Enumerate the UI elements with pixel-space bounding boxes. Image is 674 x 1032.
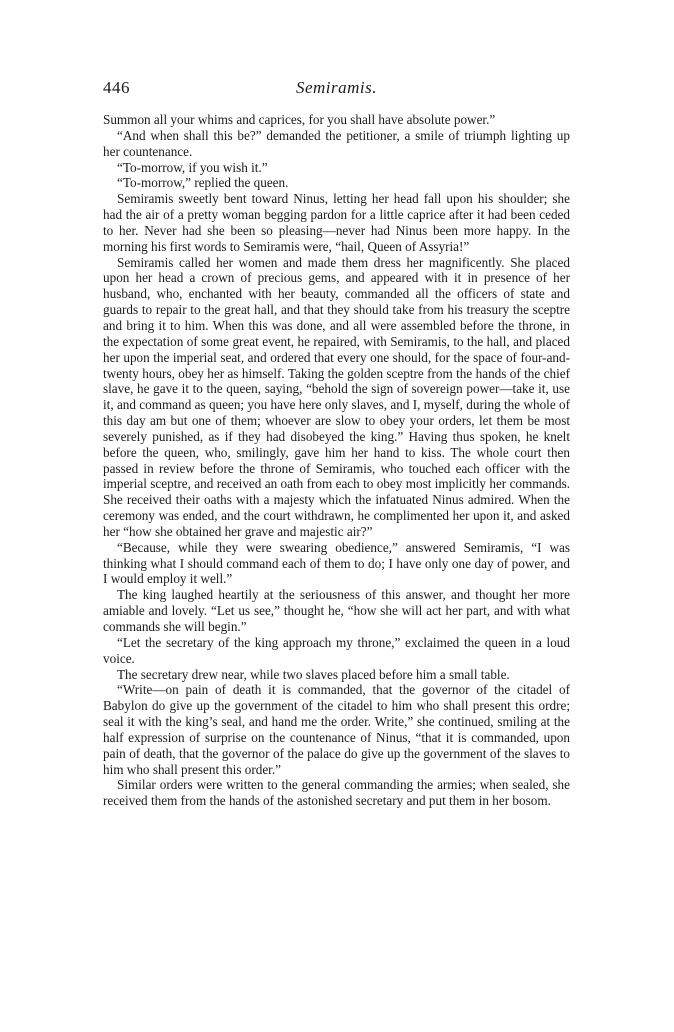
paragraph: The king laughed heartily at the seriousness of this answer, and thought her more amiable and lovely. “Let us see,” thought he, “how she will act her part, and with what commands she will begin.” — [103, 587, 570, 634]
paragraph: Semiramis sweetly bent toward Ninus, letting her head fall upon his shoulder; she had the air of a pretty woman begging pardon for a little caprice after it had been ceded to her. Never had she been so pleasing—never had Ninus been more happy. In the morning his first words to Semiramis were, “hail, Queen of Assyria!” — [103, 191, 570, 254]
paragraph: Summon all your whims and caprices, for you shall have absolute power.” — [103, 112, 496, 127]
page-number: 446 — [103, 78, 130, 97]
paragraph: “To-morrow, if you wish it.” — [117, 159, 268, 175]
paragraph: “Because, while they were swearing obedience,” answered Semiramis, “I was thinking what I should command each of them to do; I have only one day of power, and I would employ it well.” — [103, 539, 570, 587]
paragraph: “And when shall this be?” demanded the petitioner, a smile of triumph lighting up her countenance. — [103, 127, 570, 159]
book-page — [103, 78, 570, 809]
paragraph: Semiramis called her women and made them dress her magnificently. She placed upon her head a crown of precious gems, and appeared with it in presence of her husband, who, enchanted with her beauty, commanded all the officers of state and guards to repair to the great hall, and that they should take from his treasury the sceptre and bring it to him. When this was done, and all were assembled before the throne, in the expectation of some great event, he repaired, with Semiramis, to the hall, and placed her upon the imperial seat, and ordered that every one should, for the space of four-and-twenty hours, obey her as himself. Taking the golden sceptre from the hands of the chief slave, he gave it to the queen, saying, “behold the sign of sovereign power—take it, use it, and command as queen; you have here only slaves, and I, myself, during the whole of this day am but one of them; whoever are slow to obey your orders, let them be most severely punished, as if they had disobeyed the king.” Having thus spoken, he knelt before the queen, who, smilingly, gave him her hand to kiss. The whole court then passed in review before the throne of Semiramis, who touched each officer with the imperial sceptre, and received an oath from each to obey most implicitly her commands. She received their oaths with a majesty which the infatuated Ninus admired. When the ceremony was ended, and the court withdrawn, he complimented her upon it, and asked her “how she obtained her grave and majestic air?” — [103, 254, 570, 539]
paragraph: The secretary drew near, while two slaves placed before him a small table. — [117, 666, 510, 682]
paragraph: “Let the secretary of the king approach my throne,” exclaimed the queen in a loud voice. — [103, 634, 570, 666]
paragraph: “To-morrow,” replied the queen. — [117, 175, 289, 191]
paragraph: Similar orders were written to the general commanding the armies; when sealed, she received them from the hands of the astonished secretary and put them in her bosom. — [103, 777, 570, 809]
page-body — [103, 112, 570, 809]
running-title: Semiramis. — [295, 78, 378, 97]
paragraph: “Write—on pain of death it is commanded, that the governor of the citadel of Babylon do give up the government of the citadel to him who shall present this ordre; seal it with the king’s seal, and hand me the order. Write,” she continued, smiling at the half expression of surprise on the countenance of Ninus, “that it is commanded, upon pain of death, that the governor of the palace do give up the government of the slaves to him who shall present this order.” — [103, 682, 570, 777]
page-header — [103, 78, 570, 104]
